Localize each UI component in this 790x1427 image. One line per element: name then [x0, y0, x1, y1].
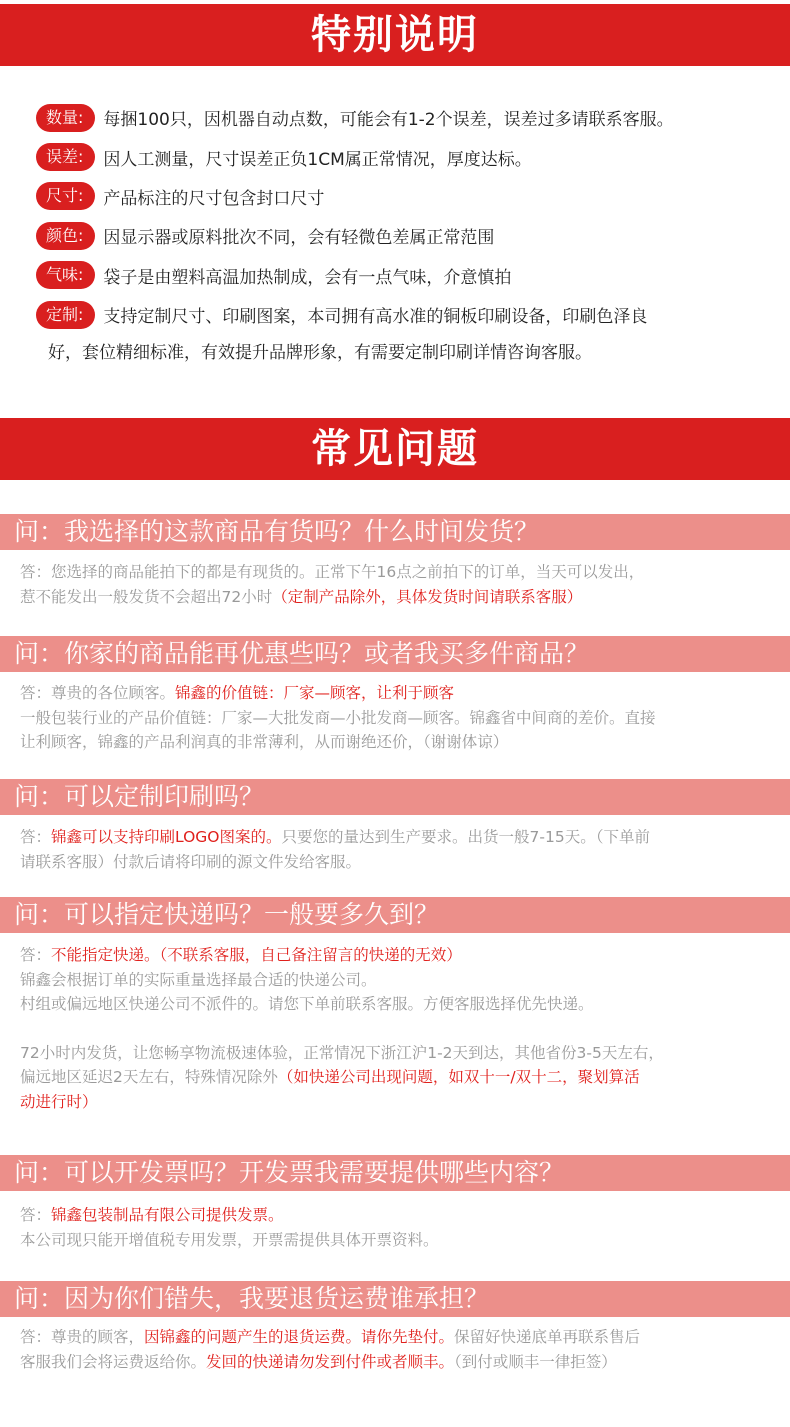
answer-line: 锦鑫会根据订单的实际重量选择最合适的快递公司。 [20, 970, 377, 989]
special-notes-banner: 特别说明 [0, 4, 790, 66]
answer-line: 村组或偏远地区快递公司不派件的。请您下单前联系客服。方便客服选择优先快递。 [20, 995, 594, 1013]
answer-line: 动进行时） [20, 1092, 98, 1111]
faq-question: 问：因为你们错失，我要退货运费谁承担？ [0, 1281, 790, 1317]
faq-question: 问：可以开发票吗？开发票我需要提供哪些内容？ [0, 1155, 790, 1191]
note-item-custom [36, 295, 756, 334]
note-item-color [36, 216, 756, 255]
faq-question: 问：可以指定快递吗？一般要多久到？ [0, 897, 790, 933]
note-continuation: 好，套位精细标准，有效提升品牌形象，有需要定制印刷详情咨询客服。 [48, 343, 592, 363]
answer-line: 72小时内发货，让您畅享物流极速体验，正常情况下浙江沪1-2天到达，其他省份3-5天左右， [20, 1043, 664, 1062]
answer-line: 答：您选择的商品能拍下的都是有现货的。正常下午16点之前拍下的订单，当天可以发出， [20, 563, 645, 581]
note-text: 袋子是由塑料高温加热制成，会有一点气味，介意慎拍 [103, 267, 512, 288]
note-label: 误差: [36, 143, 95, 171]
answer-line: 一般包装行业的产品价值链：厂家—大批发商—小批发商—顾客。锦鑫省中间商的差价。直接 [20, 708, 656, 727]
note-item-quantity [36, 98, 756, 137]
answer-line: 答：不能指定快递。（不联系客服，自己备注留言的快递的无效） [20, 946, 462, 964]
answer-line: 请联系客服）付款后请将印刷的源文件发给客服。 [20, 852, 362, 871]
note-text: 因显示器或原料批次不同，会有轻微色差属正常范围 [103, 228, 495, 249]
note-item-smell [36, 256, 756, 295]
faq-answer [20, 1325, 770, 1374]
faq-answer [20, 1203, 770, 1252]
faq-question: 问：我选择的这款商品有货吗？什么时间发货？ [0, 514, 790, 550]
note-text: 每捆100只，因机器自动点数，可能会有1-2个误差，误差过多请联系客服。 [103, 110, 674, 131]
note-label: 尺寸: [36, 182, 95, 210]
note-label: 数量: [36, 104, 95, 132]
note-text: 支持定制尺寸、印刷图案，本司拥有高水准的铜板印刷设备，印刷色泽良 [103, 307, 648, 328]
faq-banner: 常见问题 [0, 418, 790, 480]
note-label: 定制: [36, 301, 95, 329]
faq-answer [20, 943, 770, 1114]
note-item-size [36, 177, 756, 216]
answer-line: 答：锦鑫包装制品有限公司提供发票。 [20, 1206, 284, 1224]
answer-line: 惹不能发出一般发货不会超出72小时（定制产品除外，具体发货时间请联系客服） [20, 587, 583, 606]
answer-line: 客服我们会将运费返给你。发回的快递请勿发到付件或者顺丰。（到付或顺丰一律拒签） [20, 1352, 617, 1371]
faq-answer [20, 681, 770, 755]
answer-line: 答：锦鑫可以支持印刷LOGO图案的。只要您的量达到生产要求。出货一般7-15天。（下单前 [20, 828, 650, 846]
answer-line: 让利顾客，锦鑫的产品利润真的非常薄利，从而谢绝还价，（谢谢体谅） [20, 733, 509, 751]
faq-answer [20, 825, 770, 874]
note-item-tolerance [36, 137, 756, 176]
note-label: 颜色: [36, 222, 95, 250]
note-label: 气味: [36, 261, 95, 289]
answer-line: 答：尊贵的顾客，因锦鑫的问题产生的退货运费。请你先垫付。保留好快递底单再联系售后 [20, 1328, 641, 1346]
answer-line: 偏远地区延迟2天左右，特殊情况除外（如快递公司出现问题，如双十一/双十二，聚划算活 [20, 1068, 640, 1086]
note-text: 因人工测量，尺寸误差正负1CM属正常情况，厚度达标。 [103, 149, 532, 170]
answer-line: 答：尊贵的各位顾客。锦鑫的价值链：厂家—顾客，让利于顾客 [20, 684, 455, 702]
notes-list [36, 98, 756, 334]
faq-question: 问：你家的商品能再优惠些吗？或者我买多件商品？ [0, 636, 790, 672]
faq-answer [20, 560, 770, 609]
answer-line: 本公司现只能开增值税专用发票，开票需提供具体开票资料。 [20, 1230, 439, 1249]
faq-question: 问：可以定制印刷吗？ [0, 779, 790, 815]
note-text: 产品标注的尺寸包含封口尺寸 [103, 188, 325, 209]
